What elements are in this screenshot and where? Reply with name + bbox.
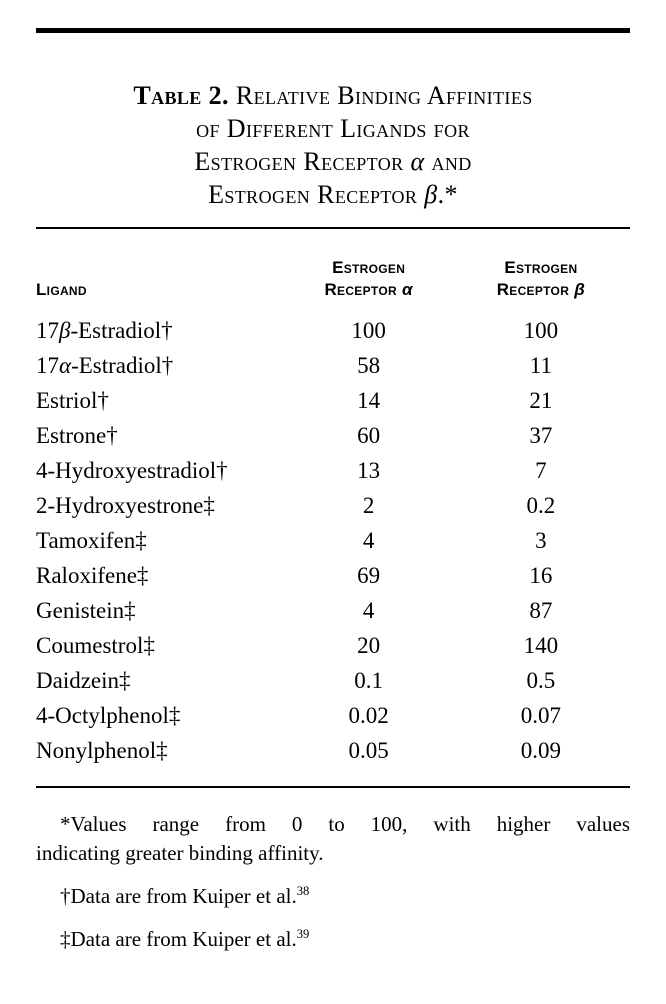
beta-value: 3 [535,528,547,553]
footnote-double-dagger [36,925,630,954]
beta-value: 0.07 [520,703,561,728]
beta-value: 16 [529,563,553,588]
ligand-cell: 2-Hydroxyestrone‡ [36,493,215,518]
table-row [36,698,630,733]
er-beta-header-line2: Receptor [496,280,570,299]
alpha-symbol: α [410,147,425,176]
title-line3-end: and [431,147,472,176]
table-row [36,663,630,698]
ligand-cell: Genistein‡ [36,598,136,623]
ligand-cell: 4-Hydroxyestradiol† [36,458,228,483]
table-row [36,558,630,593]
er-beta-header-line1: Estrogen [504,258,578,277]
beta-value: 21 [529,388,553,413]
table-number-label: Table 2. [133,81,229,110]
beta-value: 0.09 [520,738,561,763]
ligand-cell: 17β-Estradiol† [36,318,173,343]
title-line2: of Different Ligands for [196,114,470,143]
er-alpha-header-line2: Receptor [324,280,397,299]
beta-value: 140 [523,633,559,658]
ligand-cell: Estrone† [36,423,118,448]
footnote-dagger [36,882,630,911]
ligand-cell: Raloxifene‡ [36,563,149,588]
table-title [36,79,630,211]
beta-value: 0.2 [526,493,556,518]
beta-symbol: β [574,280,586,299]
title-line3: Estrogen Receptor [194,147,404,176]
top-rule [36,28,630,33]
column-header-ligand [36,279,285,301]
beta-value: 11 [529,353,552,378]
beta-value: 0.5 [526,668,556,693]
table-row [36,348,630,383]
alpha-value: 13 [357,458,381,483]
alpha-value: 58 [357,353,381,378]
beta-value: 37 [529,423,553,448]
alpha-value: 4 [362,598,375,623]
title-line4: Estrogen Receptor [208,180,418,209]
alpha-value: 4 [362,528,375,553]
table-row [36,313,630,348]
footnote-text: ‡Data are from Kuiper et al. [60,927,297,951]
table-row [36,593,630,628]
beta-value: 100 [523,318,559,343]
footer-rule [36,786,630,788]
title-line1: Relative Binding Affinities [235,81,533,110]
beta-value: 7 [535,458,547,483]
alpha-value: 0.02 [348,703,389,728]
alpha-symbol: α [401,280,413,299]
table-row [36,733,630,768]
ligand-cell: 4-Octylphenol‡ [36,703,181,728]
table-row [36,453,630,488]
column-header-er-alpha [285,257,451,301]
ligand-cell: Estriol† [36,388,109,413]
alpha-value: 69 [357,563,381,588]
table-row [36,488,630,523]
ligand-cell: Nonylphenol‡ [36,738,168,763]
alpha-value: 2 [362,493,375,518]
footnote-values-range [36,810,630,868]
alpha-value: 0.05 [348,738,389,763]
alpha-value: 100 [351,318,386,343]
ligand-cell: 17α-Estradiol† [36,353,174,378]
table-header [36,257,630,301]
footnote-text: †Data are from Kuiper et al. [60,884,297,908]
beta-symbol: β [424,180,438,209]
title-suffix: .* [437,180,458,209]
ligand-cell: Daidzein‡ [36,668,131,693]
table-row [36,628,630,663]
footnote-line: indicating greater binding affinity. [36,841,324,865]
table-row [36,523,630,558]
alpha-value: 60 [357,423,381,448]
footnotes [36,810,630,954]
column-header-er-beta [452,257,630,301]
alpha-value: 20 [357,633,381,658]
er-alpha-header-line1: Estrogen [332,258,406,277]
ligand-header-label: Ligand [36,280,87,299]
table-row [36,418,630,453]
reference-superscript: 39 [296,927,310,941]
table-body [36,313,630,768]
ligand-cell: Coumestrol‡ [36,633,155,658]
table-row [36,383,630,418]
beta-value: 87 [529,598,553,623]
alpha-value: 14 [357,388,381,413]
ligand-cell: Tamoxifen‡ [36,528,147,553]
title-rule [36,227,630,229]
reference-superscript: 38 [296,884,310,898]
footnote-line: *Values range from 0 to 100, with higher values [60,812,630,836]
alpha-value: 0.1 [354,668,383,693]
